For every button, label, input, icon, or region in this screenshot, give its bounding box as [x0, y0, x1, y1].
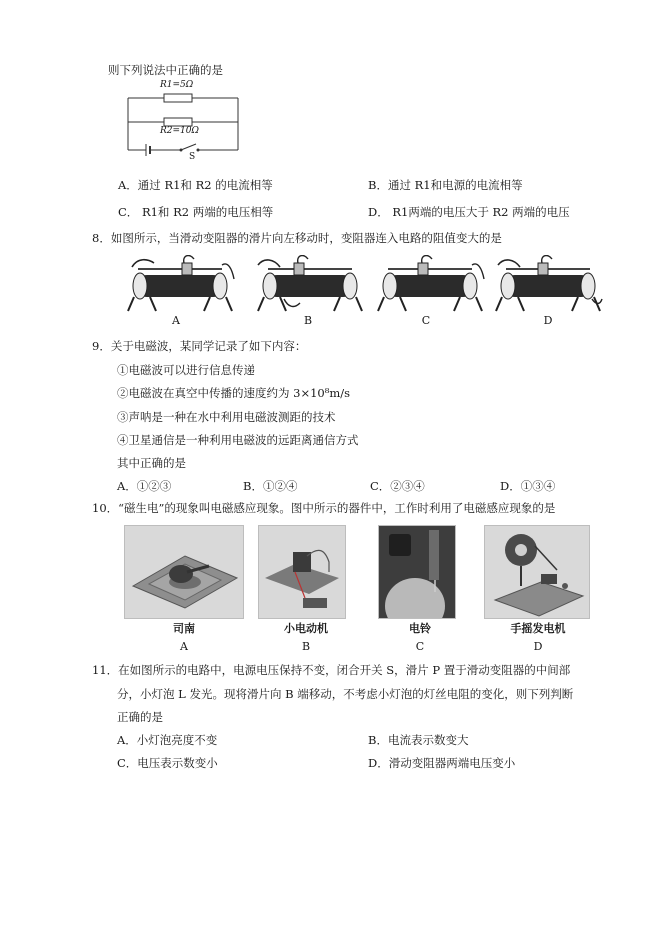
- q7-option-b: B．通过 R1和电源的电流相等: [368, 178, 523, 192]
- q8-label-a: A: [172, 314, 180, 327]
- q9-item-4: ④卫星通信是一种利用电磁波的远距离通信方式: [117, 433, 359, 447]
- switch-label: S: [189, 152, 196, 162]
- q9-stem: 9．关于电磁波，某同学记录了如下内容：: [92, 339, 307, 353]
- q11-option-d: D．滑动变阻器两端电压变小: [368, 756, 516, 770]
- q11-stem-line-2: 分，小灯泡 L 发光。现将滑片向 B 端移动，不考虑小灯泡的灯丝电阻的变化，则下列判断: [117, 687, 574, 701]
- q9-prompt: 其中正确的是: [117, 456, 186, 470]
- q11-option-c: C．电压表示数变小: [117, 756, 218, 770]
- q9-option-d: D．①③④: [500, 479, 556, 493]
- q10-caption-d: 手摇发电机: [510, 622, 566, 635]
- q9-item-2: ②电磁波在真空中传播的速度约为 3×10⁸m/s: [117, 386, 351, 400]
- q10-stem: 10．“磁生电”的现象叫电磁感应现象。图中所示的器件中，工作时利用了电磁感应现象的是: [92, 501, 556, 515]
- q8-rheostat-c: [374, 255, 486, 315]
- q7-option-a: A．通过 R1和 R2 的电流相等: [118, 178, 273, 192]
- q7-option-c: C． R1和 R2 两端的电压相等: [118, 205, 274, 219]
- q8-label-c: C: [421, 314, 431, 327]
- r1-label: R1=5Ω: [160, 80, 194, 90]
- q8-label-d: D: [543, 314, 553, 327]
- r2-resistor: [164, 118, 192, 126]
- q8-rheostat-b: [254, 255, 366, 315]
- q8-stem: 8．如图所示，当滑动变阻器的滑片向左移动时，变阻器连入电路的阻值变大的是: [92, 231, 502, 245]
- q10-image-generator: [484, 525, 590, 619]
- q10-caption-b: 小电动机: [284, 622, 328, 635]
- q7-option-d: D． R1两端的电压大于 R2 两端的电压: [368, 205, 570, 219]
- q10-label-c: C: [415, 640, 425, 653]
- q11-stem-line-3: 正确的是: [117, 710, 163, 724]
- q10-label-a: A: [180, 640, 188, 653]
- q7-intro: 则下列说法中正确的是: [108, 63, 223, 77]
- q9-option-b: B．①②④: [243, 479, 298, 493]
- q10-image-compass: [124, 525, 244, 619]
- q8-rheostat-d: [492, 255, 604, 315]
- q11-option-b: B．电流表示数变大: [368, 733, 469, 747]
- q10-caption-c: 电铃: [409, 622, 431, 635]
- q7-circuit-diagram: [118, 80, 248, 162]
- q8-rheostat-a: [124, 255, 236, 315]
- q9-item-1: ①电磁波可以进行信息传递: [117, 363, 255, 377]
- r2-label: R2=10Ω: [160, 126, 199, 136]
- q9-option-c: C．②③④: [370, 479, 425, 493]
- q10-label-d: D: [533, 640, 543, 653]
- r1-resistor: [164, 94, 192, 102]
- q10-image-motor: [258, 525, 346, 619]
- q10-image-bell: [378, 525, 456, 619]
- q11-option-a: A．小灯泡亮度不变: [117, 733, 218, 747]
- q11-stem-line-1: 11．在如图所示的电路中，电源电压保持不变，闭合开关 S，滑片 P 置于滑动变阻器的中间部: [92, 663, 571, 677]
- q10-label-b: B: [301, 640, 311, 653]
- switch-lever: [181, 144, 196, 150]
- q10-caption-a: 司南: [173, 622, 195, 635]
- q8-label-b: B: [303, 314, 313, 327]
- q9-option-a: A．①②③: [117, 479, 172, 493]
- q9-item-3: ③声呐是一种在水中利用电磁波测距的技术: [117, 410, 336, 424]
